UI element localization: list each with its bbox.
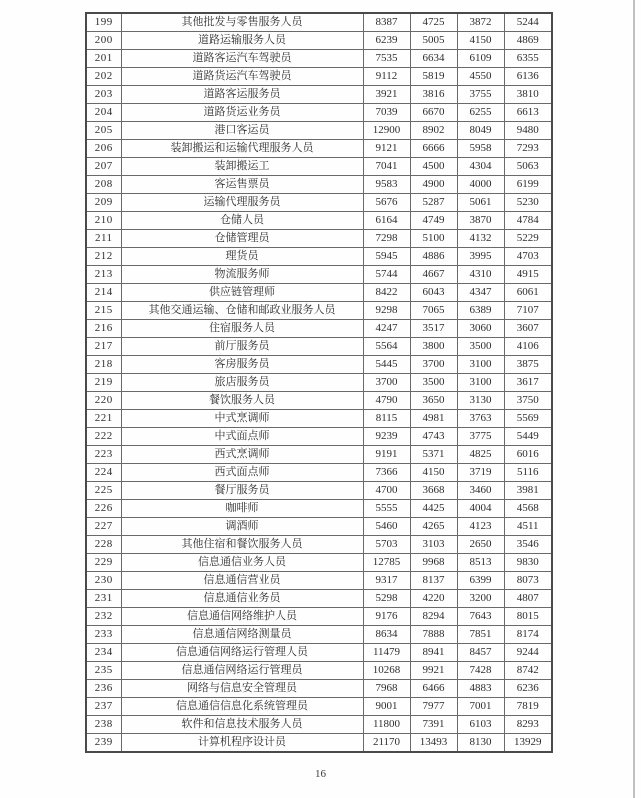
value-cell: 6355 bbox=[504, 50, 552, 68]
occupation-cell: 计算机程序设计员 bbox=[121, 734, 363, 753]
value-cell: 8073 bbox=[504, 572, 552, 590]
row-number-cell: 205 bbox=[86, 122, 121, 140]
occupation-cell: 道路客运汽车驾驶员 bbox=[121, 50, 363, 68]
value-cell: 7293 bbox=[504, 140, 552, 158]
value-cell: 3100 bbox=[457, 374, 504, 392]
value-cell: 3816 bbox=[410, 86, 457, 104]
value-cell: 4749 bbox=[410, 212, 457, 230]
occupation-cell: 供应链管理师 bbox=[121, 284, 363, 302]
occupation-cell: 信息通信网络运行管理人员 bbox=[121, 644, 363, 662]
value-cell: 5744 bbox=[363, 266, 410, 284]
value-cell: 5287 bbox=[410, 194, 457, 212]
value-cell: 8422 bbox=[363, 284, 410, 302]
value-cell: 9121 bbox=[363, 140, 410, 158]
table-row bbox=[86, 680, 552, 698]
value-cell: 7391 bbox=[410, 716, 457, 734]
occupation-cell: 物流服务师 bbox=[121, 266, 363, 284]
occupation-salary-table bbox=[85, 12, 553, 753]
value-cell: 8742 bbox=[504, 662, 552, 680]
row-number-cell: 227 bbox=[86, 518, 121, 536]
value-cell: 9239 bbox=[363, 428, 410, 446]
value-cell: 4550 bbox=[457, 68, 504, 86]
value-cell: 5555 bbox=[363, 500, 410, 518]
value-cell: 4743 bbox=[410, 428, 457, 446]
value-cell: 9830 bbox=[504, 554, 552, 572]
value-cell: 8293 bbox=[504, 716, 552, 734]
table-row bbox=[86, 68, 552, 86]
table-row bbox=[86, 284, 552, 302]
value-cell: 9298 bbox=[363, 302, 410, 320]
row-number-cell: 209 bbox=[86, 194, 121, 212]
row-number-cell: 221 bbox=[86, 410, 121, 428]
value-cell: 5460 bbox=[363, 518, 410, 536]
value-cell: 4150 bbox=[457, 32, 504, 50]
value-cell: 5449 bbox=[504, 428, 552, 446]
value-cell: 3546 bbox=[504, 536, 552, 554]
value-cell: 7041 bbox=[363, 158, 410, 176]
value-cell: 4347 bbox=[457, 284, 504, 302]
value-cell: 4304 bbox=[457, 158, 504, 176]
occupation-cell: 道路客运服务员 bbox=[121, 86, 363, 104]
occupation-cell: 理货员 bbox=[121, 248, 363, 266]
value-cell: 21170 bbox=[363, 734, 410, 753]
row-number-cell: 239 bbox=[86, 734, 121, 753]
occupation-cell: 其他住宿和餐饮服务人员 bbox=[121, 536, 363, 554]
value-cell: 4132 bbox=[457, 230, 504, 248]
table-row bbox=[86, 428, 552, 446]
value-cell: 4915 bbox=[504, 266, 552, 284]
table-row bbox=[86, 338, 552, 356]
value-cell: 8634 bbox=[363, 626, 410, 644]
value-cell: 3750 bbox=[504, 392, 552, 410]
value-cell: 7888 bbox=[410, 626, 457, 644]
table-row bbox=[86, 392, 552, 410]
value-cell: 3130 bbox=[457, 392, 504, 410]
value-cell: 7366 bbox=[363, 464, 410, 482]
value-cell: 4425 bbox=[410, 500, 457, 518]
table-row bbox=[86, 518, 552, 536]
row-number-cell: 229 bbox=[86, 554, 121, 572]
occupation-cell: 运输代理服务员 bbox=[121, 194, 363, 212]
value-cell: 5244 bbox=[504, 13, 552, 32]
value-cell: 6670 bbox=[410, 104, 457, 122]
value-cell: 5298 bbox=[363, 590, 410, 608]
value-cell: 5005 bbox=[410, 32, 457, 50]
value-cell: 12900 bbox=[363, 122, 410, 140]
row-number-cell: 212 bbox=[86, 248, 121, 266]
value-cell: 8174 bbox=[504, 626, 552, 644]
value-cell: 4220 bbox=[410, 590, 457, 608]
value-cell: 10268 bbox=[363, 662, 410, 680]
row-number-cell: 220 bbox=[86, 392, 121, 410]
value-cell: 3103 bbox=[410, 536, 457, 554]
value-cell: 3800 bbox=[410, 338, 457, 356]
table-row bbox=[86, 662, 552, 680]
value-cell: 4667 bbox=[410, 266, 457, 284]
value-cell: 3617 bbox=[504, 374, 552, 392]
value-cell: 4247 bbox=[363, 320, 410, 338]
occupation-cell: 其他交通运输、仓储和邮政业服务人员 bbox=[121, 302, 363, 320]
row-number-cell: 233 bbox=[86, 626, 121, 644]
value-cell: 4568 bbox=[504, 500, 552, 518]
occupation-cell: 其他批发与零售服务人员 bbox=[121, 13, 363, 32]
row-number-cell: 211 bbox=[86, 230, 121, 248]
value-cell: 4265 bbox=[410, 518, 457, 536]
row-number-cell: 208 bbox=[86, 176, 121, 194]
value-cell: 4511 bbox=[504, 518, 552, 536]
occupation-cell: 道路运输服务人员 bbox=[121, 32, 363, 50]
row-number-cell: 206 bbox=[86, 140, 121, 158]
value-cell: 6399 bbox=[457, 572, 504, 590]
table-row bbox=[86, 590, 552, 608]
value-cell: 9112 bbox=[363, 68, 410, 86]
value-cell: 7428 bbox=[457, 662, 504, 680]
value-cell: 3921 bbox=[363, 86, 410, 104]
value-cell: 11800 bbox=[363, 716, 410, 734]
table-row bbox=[86, 248, 552, 266]
value-cell: 5445 bbox=[363, 356, 410, 374]
value-cell: 4825 bbox=[457, 446, 504, 464]
occupation-cell: 咖啡师 bbox=[121, 500, 363, 518]
value-cell: 3060 bbox=[457, 320, 504, 338]
occupation-cell: 道路货运汽车驾驶员 bbox=[121, 68, 363, 86]
value-cell: 4869 bbox=[504, 32, 552, 50]
row-number-cell: 235 bbox=[86, 662, 121, 680]
value-cell: 3775 bbox=[457, 428, 504, 446]
row-number-cell: 232 bbox=[86, 608, 121, 626]
row-number-cell: 234 bbox=[86, 644, 121, 662]
value-cell: 6634 bbox=[410, 50, 457, 68]
value-cell: 5371 bbox=[410, 446, 457, 464]
value-cell: 9001 bbox=[363, 698, 410, 716]
scan-edge-artifact bbox=[633, 0, 635, 798]
value-cell: 6109 bbox=[457, 50, 504, 68]
value-cell: 4981 bbox=[410, 410, 457, 428]
value-cell: 4883 bbox=[457, 680, 504, 698]
table-row bbox=[86, 140, 552, 158]
table-row bbox=[86, 572, 552, 590]
occupation-cell: 道路货运业务员 bbox=[121, 104, 363, 122]
value-cell: 7535 bbox=[363, 50, 410, 68]
value-cell: 4310 bbox=[457, 266, 504, 284]
value-cell: 6043 bbox=[410, 284, 457, 302]
occupation-cell: 住宿服务人员 bbox=[121, 320, 363, 338]
table-row bbox=[86, 32, 552, 50]
value-cell: 3870 bbox=[457, 212, 504, 230]
value-cell: 6613 bbox=[504, 104, 552, 122]
table-row bbox=[86, 356, 552, 374]
value-cell: 3719 bbox=[457, 464, 504, 482]
value-cell: 8902 bbox=[410, 122, 457, 140]
value-cell: 3650 bbox=[410, 392, 457, 410]
value-cell: 8015 bbox=[504, 608, 552, 626]
value-cell: 8294 bbox=[410, 608, 457, 626]
row-number-cell: 219 bbox=[86, 374, 121, 392]
value-cell: 6255 bbox=[457, 104, 504, 122]
value-cell: 7001 bbox=[457, 698, 504, 716]
value-cell: 6061 bbox=[504, 284, 552, 302]
occupation-cell: 旅店服务员 bbox=[121, 374, 363, 392]
value-cell: 3700 bbox=[410, 356, 457, 374]
occupation-cell: 餐饮服务人员 bbox=[121, 392, 363, 410]
value-cell: 6389 bbox=[457, 302, 504, 320]
value-cell: 6103 bbox=[457, 716, 504, 734]
value-cell: 5564 bbox=[363, 338, 410, 356]
value-cell: 8513 bbox=[457, 554, 504, 572]
value-cell: 3517 bbox=[410, 320, 457, 338]
value-cell: 3668 bbox=[410, 482, 457, 500]
value-cell: 9191 bbox=[363, 446, 410, 464]
row-number-cell: 202 bbox=[86, 68, 121, 86]
table-row bbox=[86, 104, 552, 122]
table-row bbox=[86, 86, 552, 104]
value-cell: 3995 bbox=[457, 248, 504, 266]
value-cell: 8457 bbox=[457, 644, 504, 662]
value-cell: 5958 bbox=[457, 140, 504, 158]
table-row bbox=[86, 194, 552, 212]
value-cell: 4106 bbox=[504, 338, 552, 356]
occupation-cell: 信息通信营业员 bbox=[121, 572, 363, 590]
value-cell: 6666 bbox=[410, 140, 457, 158]
table-row bbox=[86, 608, 552, 626]
row-number-cell: 236 bbox=[86, 680, 121, 698]
value-cell: 5063 bbox=[504, 158, 552, 176]
value-cell: 5229 bbox=[504, 230, 552, 248]
table-row bbox=[86, 500, 552, 518]
value-cell: 4000 bbox=[457, 176, 504, 194]
value-cell: 4123 bbox=[457, 518, 504, 536]
row-number-cell: 207 bbox=[86, 158, 121, 176]
row-number-cell: 200 bbox=[86, 32, 121, 50]
row-number-cell: 210 bbox=[86, 212, 121, 230]
row-number-cell: 218 bbox=[86, 356, 121, 374]
table-row bbox=[86, 734, 552, 753]
table-row bbox=[86, 176, 552, 194]
value-cell: 3100 bbox=[457, 356, 504, 374]
value-cell: 3500 bbox=[410, 374, 457, 392]
row-number-cell: 213 bbox=[86, 266, 121, 284]
value-cell: 3872 bbox=[457, 13, 504, 32]
value-cell: 7851 bbox=[457, 626, 504, 644]
row-number-cell: 238 bbox=[86, 716, 121, 734]
value-cell: 12785 bbox=[363, 554, 410, 572]
occupation-cell: 软件和信息技术服务人员 bbox=[121, 716, 363, 734]
value-cell: 5945 bbox=[363, 248, 410, 266]
value-cell: 5116 bbox=[504, 464, 552, 482]
table-row bbox=[86, 536, 552, 554]
value-cell: 6164 bbox=[363, 212, 410, 230]
value-cell: 6236 bbox=[504, 680, 552, 698]
row-number-cell: 201 bbox=[86, 50, 121, 68]
value-cell: 4725 bbox=[410, 13, 457, 32]
value-cell: 5569 bbox=[504, 410, 552, 428]
table-row bbox=[86, 212, 552, 230]
table-row bbox=[86, 482, 552, 500]
value-cell: 8137 bbox=[410, 572, 457, 590]
value-cell: 4150 bbox=[410, 464, 457, 482]
value-cell: 3875 bbox=[504, 356, 552, 374]
value-cell: 9921 bbox=[410, 662, 457, 680]
value-cell: 3810 bbox=[504, 86, 552, 104]
row-number-cell: 230 bbox=[86, 572, 121, 590]
occupation-cell: 西式烹调师 bbox=[121, 446, 363, 464]
table-row bbox=[86, 554, 552, 572]
value-cell: 9968 bbox=[410, 554, 457, 572]
table-row bbox=[86, 158, 552, 176]
value-cell: 5819 bbox=[410, 68, 457, 86]
occupation-cell: 调酒师 bbox=[121, 518, 363, 536]
table-row bbox=[86, 266, 552, 284]
table-row bbox=[86, 716, 552, 734]
value-cell: 3763 bbox=[457, 410, 504, 428]
value-cell: 3607 bbox=[504, 320, 552, 338]
table-row bbox=[86, 644, 552, 662]
value-cell: 9583 bbox=[363, 176, 410, 194]
occupation-cell: 餐厅服务员 bbox=[121, 482, 363, 500]
occupation-cell: 客房服务员 bbox=[121, 356, 363, 374]
page-number: 16 bbox=[315, 768, 326, 780]
table-row bbox=[86, 374, 552, 392]
occupation-cell: 信息通信信息化系统管理员 bbox=[121, 698, 363, 716]
value-cell: 6199 bbox=[504, 176, 552, 194]
table-row bbox=[86, 464, 552, 482]
row-number-cell: 214 bbox=[86, 284, 121, 302]
row-number-cell: 225 bbox=[86, 482, 121, 500]
value-cell: 6239 bbox=[363, 32, 410, 50]
value-cell: 5100 bbox=[410, 230, 457, 248]
value-cell: 8130 bbox=[457, 734, 504, 753]
value-cell: 4784 bbox=[504, 212, 552, 230]
occupation-cell: 信息通信业务员 bbox=[121, 590, 363, 608]
value-cell: 4886 bbox=[410, 248, 457, 266]
value-cell: 9244 bbox=[504, 644, 552, 662]
occupation-cell: 信息通信业务人员 bbox=[121, 554, 363, 572]
value-cell: 5703 bbox=[363, 536, 410, 554]
table-row bbox=[86, 410, 552, 428]
row-number-cell: 224 bbox=[86, 464, 121, 482]
value-cell: 3200 bbox=[457, 590, 504, 608]
occupation-cell: 信息通信网络运行管理员 bbox=[121, 662, 363, 680]
value-cell: 4500 bbox=[410, 158, 457, 176]
value-cell: 9317 bbox=[363, 572, 410, 590]
value-cell: 3700 bbox=[363, 374, 410, 392]
occupation-cell: 仓储人员 bbox=[121, 212, 363, 230]
value-cell: 7968 bbox=[363, 680, 410, 698]
value-cell: 8387 bbox=[363, 13, 410, 32]
value-cell: 7977 bbox=[410, 698, 457, 716]
value-cell: 6466 bbox=[410, 680, 457, 698]
value-cell: 4700 bbox=[363, 482, 410, 500]
row-number-cell: 216 bbox=[86, 320, 121, 338]
value-cell: 4790 bbox=[363, 392, 410, 410]
occupation-cell: 网络与信息安全管理员 bbox=[121, 680, 363, 698]
row-number-cell: 228 bbox=[86, 536, 121, 554]
row-number-cell: 199 bbox=[86, 13, 121, 32]
value-cell: 11479 bbox=[363, 644, 410, 662]
value-cell: 8941 bbox=[410, 644, 457, 662]
value-cell: 6016 bbox=[504, 446, 552, 464]
row-number-cell: 222 bbox=[86, 428, 121, 446]
value-cell: 9480 bbox=[504, 122, 552, 140]
value-cell: 13493 bbox=[410, 734, 457, 753]
table-body bbox=[86, 13, 552, 752]
occupation-cell: 中式面点师 bbox=[121, 428, 363, 446]
occupation-cell: 信息通信网络维护人员 bbox=[121, 608, 363, 626]
table-row bbox=[86, 302, 552, 320]
row-number-cell: 204 bbox=[86, 104, 121, 122]
occupation-cell: 港口客运员 bbox=[121, 122, 363, 140]
value-cell: 3755 bbox=[457, 86, 504, 104]
value-cell: 8049 bbox=[457, 122, 504, 140]
table-row bbox=[86, 446, 552, 464]
value-cell: 3981 bbox=[504, 482, 552, 500]
value-cell: 3500 bbox=[457, 338, 504, 356]
value-cell: 5061 bbox=[457, 194, 504, 212]
row-number-cell: 237 bbox=[86, 698, 121, 716]
table-row bbox=[86, 122, 552, 140]
row-number-cell: 231 bbox=[86, 590, 121, 608]
table-row bbox=[86, 50, 552, 68]
table-row bbox=[86, 626, 552, 644]
row-number-cell: 226 bbox=[86, 500, 121, 518]
occupation-cell: 中式烹调师 bbox=[121, 410, 363, 428]
value-cell: 4807 bbox=[504, 590, 552, 608]
value-cell: 7643 bbox=[457, 608, 504, 626]
table-row bbox=[86, 320, 552, 338]
table-row bbox=[86, 698, 552, 716]
value-cell: 8115 bbox=[363, 410, 410, 428]
table-row bbox=[86, 13, 552, 32]
value-cell: 7298 bbox=[363, 230, 410, 248]
value-cell: 5230 bbox=[504, 194, 552, 212]
occupation-cell: 装卸搬运工 bbox=[121, 158, 363, 176]
value-cell: 4900 bbox=[410, 176, 457, 194]
occupation-cell: 仓储管理员 bbox=[121, 230, 363, 248]
table-row bbox=[86, 230, 552, 248]
value-cell: 4703 bbox=[504, 248, 552, 266]
occupation-cell: 西式面点师 bbox=[121, 464, 363, 482]
value-cell: 7039 bbox=[363, 104, 410, 122]
value-cell: 7065 bbox=[410, 302, 457, 320]
occupation-cell: 前厅服务员 bbox=[121, 338, 363, 356]
occupation-cell: 装卸搬运和运输代理服务人员 bbox=[121, 140, 363, 158]
value-cell: 5676 bbox=[363, 194, 410, 212]
value-cell: 7819 bbox=[504, 698, 552, 716]
value-cell: 2650 bbox=[457, 536, 504, 554]
row-number-cell: 203 bbox=[86, 86, 121, 104]
row-number-cell: 223 bbox=[86, 446, 121, 464]
row-number-cell: 215 bbox=[86, 302, 121, 320]
value-cell: 9176 bbox=[363, 608, 410, 626]
occupation-cell: 信息通信网络测量员 bbox=[121, 626, 363, 644]
row-number-cell: 217 bbox=[86, 338, 121, 356]
occupation-cell: 客运售票员 bbox=[121, 176, 363, 194]
value-cell: 4004 bbox=[457, 500, 504, 518]
value-cell: 6136 bbox=[504, 68, 552, 86]
value-cell: 3460 bbox=[457, 482, 504, 500]
value-cell: 7107 bbox=[504, 302, 552, 320]
value-cell: 13929 bbox=[504, 734, 552, 753]
